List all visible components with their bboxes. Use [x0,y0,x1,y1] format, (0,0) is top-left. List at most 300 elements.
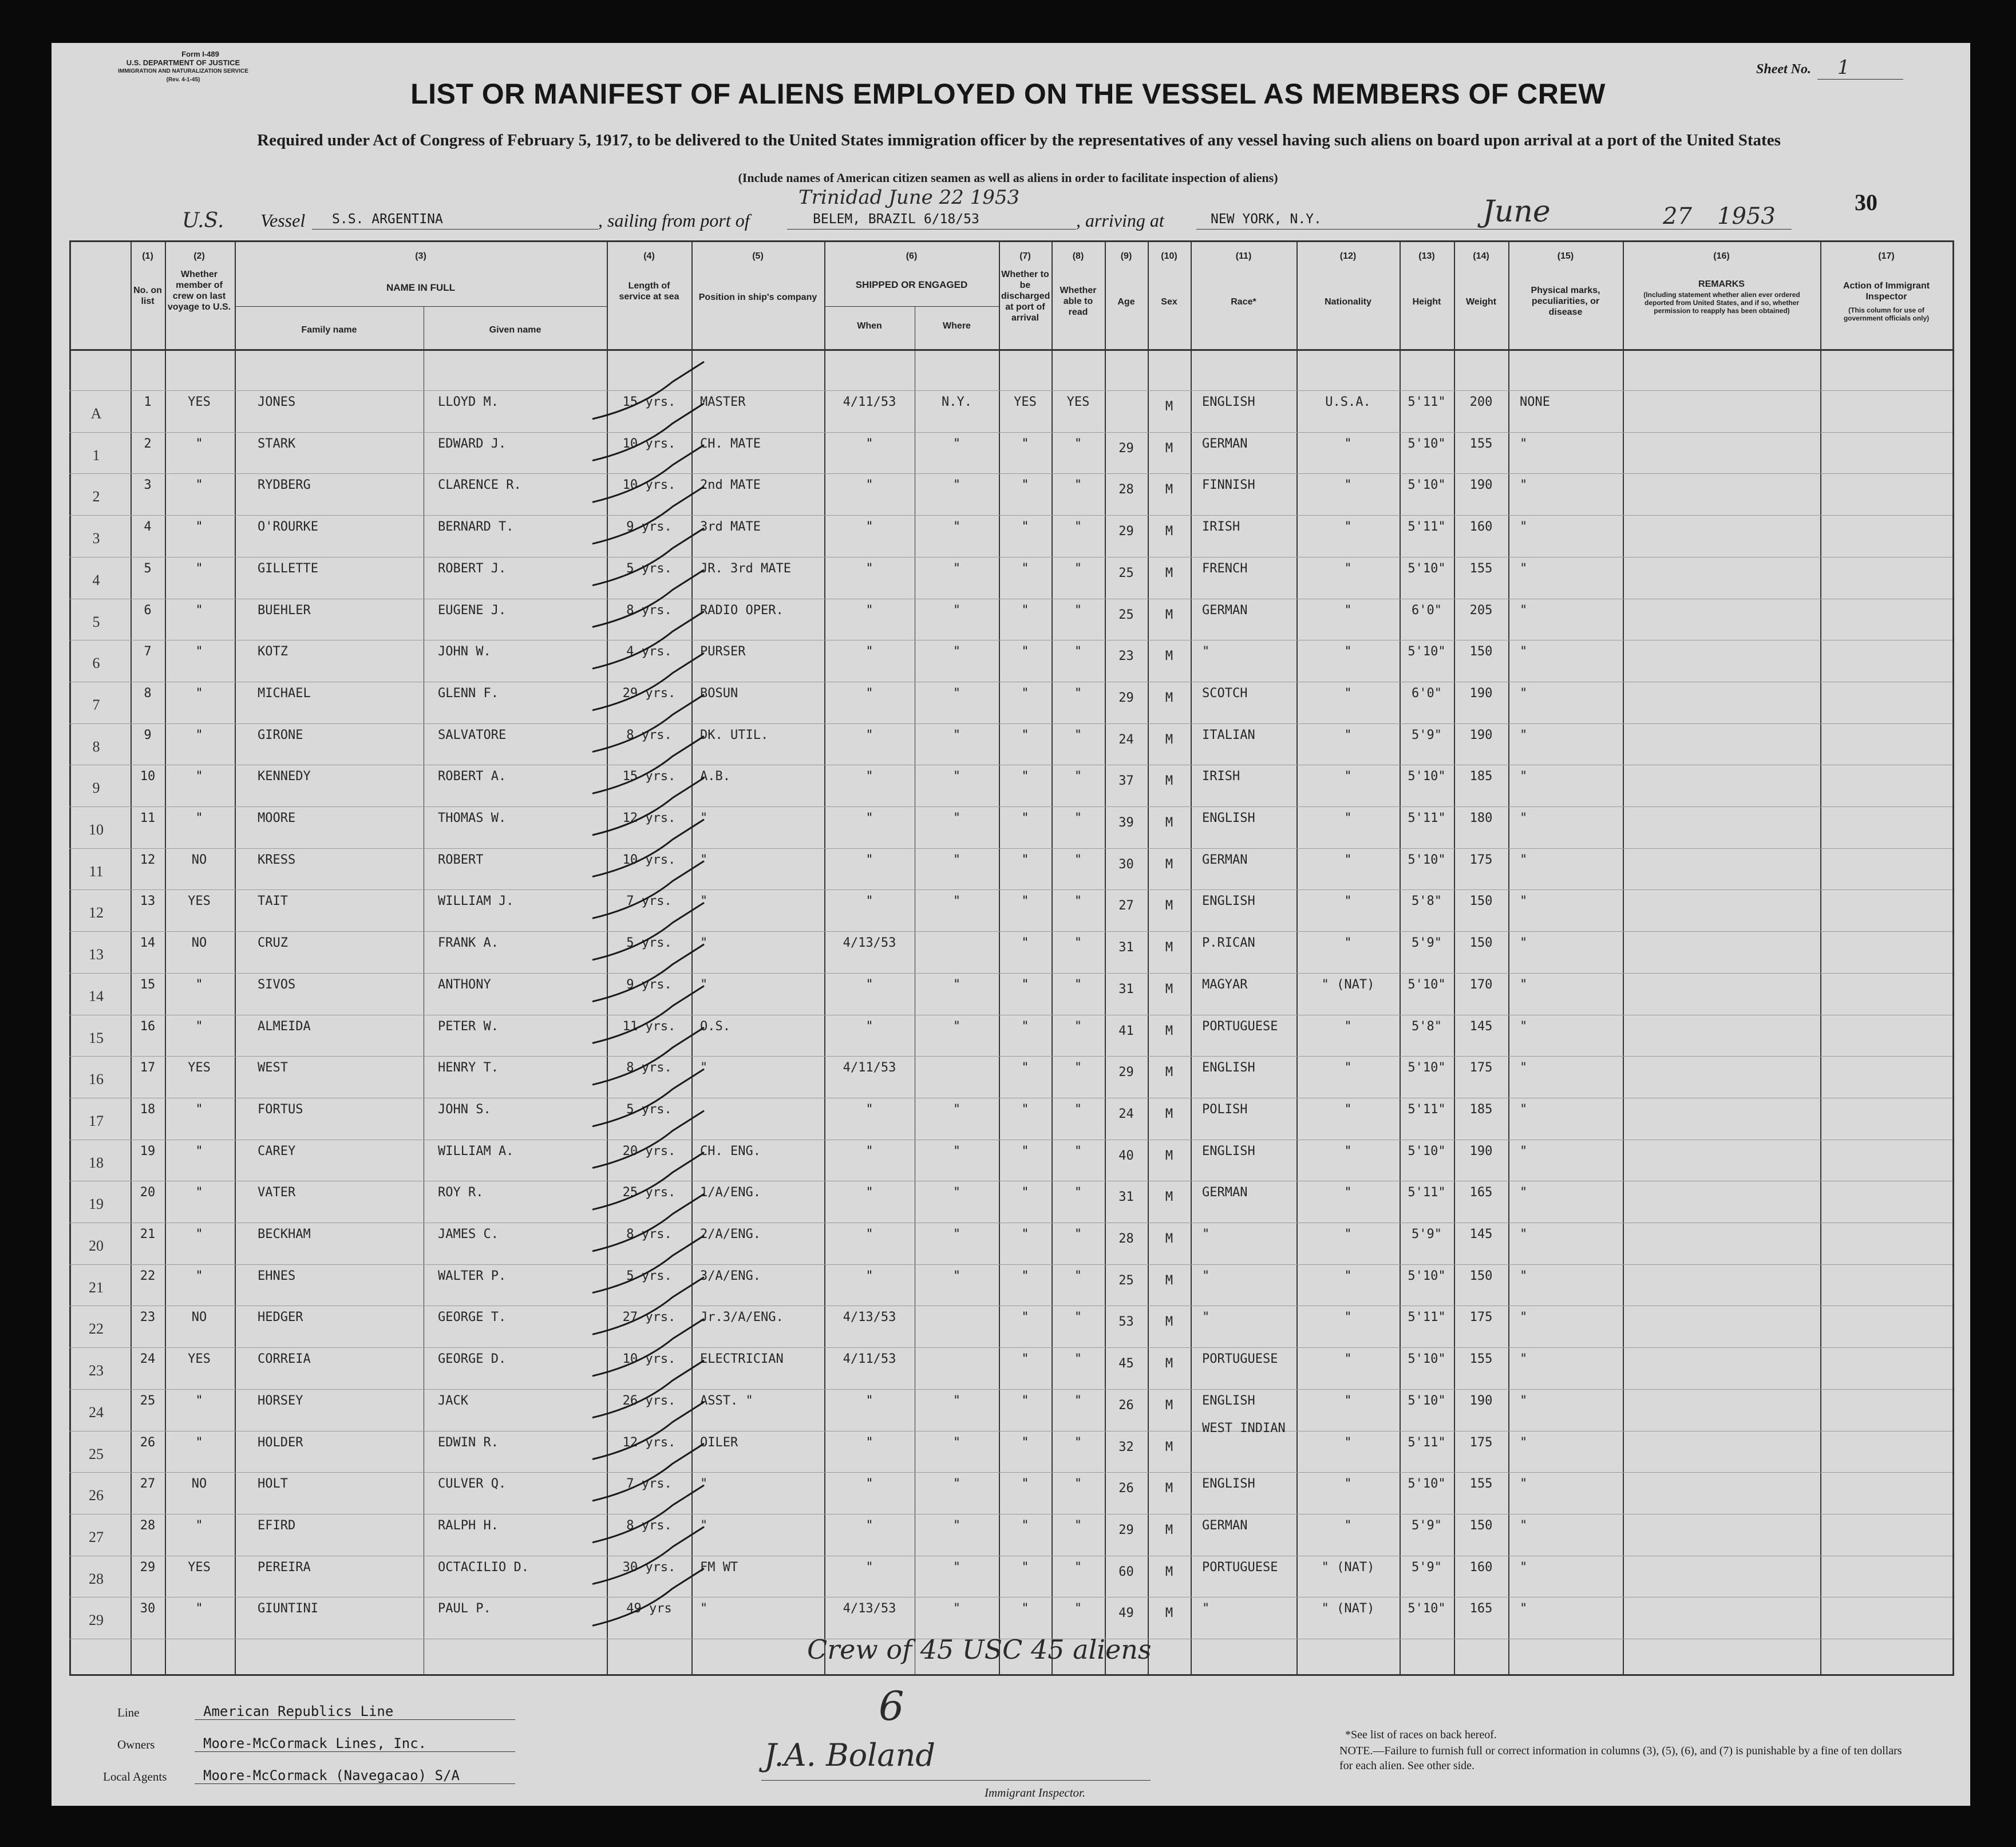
pen-strike [592,1360,704,1418]
cell-age: 23 [1118,649,1134,664]
margin-row-number: 15 [89,1029,104,1046]
cell-given: GLENN F. [438,686,499,701]
cell-family: RYDBERG [258,478,311,493]
cell-no: 5 [144,561,152,576]
cell-where: " [952,561,961,576]
pen-strike [592,1152,704,1209]
cell-marks: " [1520,1601,1528,1616]
cell-no: 10 [140,769,156,784]
cell-family: GIUNTINI [258,1601,318,1616]
cell-nat: " (NAT) [1321,1601,1375,1616]
cell-given: PAUL P. [438,1601,491,1616]
cell-family: MOORE [258,811,296,825]
pen-strike [592,1485,704,1543]
cell-race: PORTUGUESE [1202,1019,1278,1034]
cell-when: " [865,852,873,867]
cell-given: WILLIAM A. [438,1144,514,1158]
margin-row-number: 29 [89,1612,104,1629]
cell-where: " [952,1435,961,1450]
cell-position: O.S. [700,1019,730,1034]
cell-service: 7 yrs. [626,894,672,909]
cell-age: 31 [1118,940,1134,955]
cell-race: " [1202,1227,1210,1241]
vessel-name: S.S. ARGENTINA [332,212,443,227]
pen-strike [592,611,704,669]
col-7-num: (7) [1019,251,1031,261]
col-2-label: Whether member of crew on last voyage to U.S. [167,270,231,312]
cell-when: " [865,520,873,535]
cell-discharged: " [1021,1352,1029,1367]
cell-position: 3rd MATE [700,520,761,535]
margin-row-number: 20 [89,1237,104,1254]
cell-voyage: NO [191,852,207,867]
cell-age: 45 [1118,1356,1134,1371]
cell-read: " [1074,1227,1082,1241]
pen-strike [592,445,704,502]
cell-where: " [952,603,961,618]
cell-height: 5'9" [1412,1518,1442,1533]
margin-row-number: 10 [89,821,104,838]
cell-voyage: YES [188,1061,211,1075]
cell-position: ASST. " [700,1393,753,1408]
cell-when: " [865,644,873,659]
cell-service: 30 yrs. [622,1560,676,1575]
cell-when: 4/13/53 [843,936,896,951]
col-1-label: No. on list [133,286,162,306]
cell-where: " [952,1102,961,1117]
pen-strike [592,1111,704,1168]
vessel-label: Vessel [260,210,306,231]
cell-service: 5 yrs. [626,1268,672,1283]
page-number: 30 [1855,189,1877,215]
cell-read: " [1074,686,1082,701]
cell-family: CRUZ [258,936,288,951]
cell-when: " [865,1518,873,1533]
cell-service: 9 yrs. [626,520,672,535]
arriving-at: NEW YORK, N.Y. [1211,212,1322,227]
cell-nat: " [1344,1227,1352,1241]
margin-row-number: 2 [92,488,100,505]
cell-race: MAGYAR [1202,977,1248,992]
cell-voyage: " [195,561,203,576]
cell-where: " [952,811,961,825]
cell-position: JR. 3rd MATE [700,561,791,576]
cell-given: GEORGE D. [438,1352,507,1367]
cell-when: " [865,1435,873,1450]
pen-strike [592,820,704,877]
cell-no: 6 [144,603,152,618]
cell-where: " [952,436,961,451]
cell-weight: 150 [1469,1518,1493,1533]
cell-given: THOMAS W. [438,811,507,825]
cell-where: " [952,644,961,659]
cell-height: 5'8" [1412,1019,1442,1034]
cell-service: 8 yrs. [626,603,672,618]
cell-read: " [1074,1102,1082,1117]
cell-when: " [865,561,873,576]
col-10-num: (10) [1161,251,1177,261]
cell-where: " [952,977,961,992]
cell-when: " [865,1560,873,1575]
cell-weight: 150 [1469,936,1493,951]
cell-nat: " [1344,686,1352,701]
cell-marks: " [1520,1268,1528,1283]
margin-row-number: 8 [92,738,100,755]
cell-no: 13 [140,894,156,909]
cell-weight: 155 [1469,1477,1493,1492]
cell-age: 27 [1118,899,1134,913]
cell-position: FM WT [700,1560,738,1575]
col-16-num: (16) [1713,251,1730,261]
cell-service: 7 yrs. [626,1477,672,1492]
owners-label: Owners [117,1738,155,1751]
cell-height: 5'10" [1408,436,1446,451]
cell-where: " [952,727,961,742]
cell-discharged: " [1021,1227,1029,1241]
col-3-num: (3) [415,251,426,261]
cell-position: " [700,1477,708,1492]
cell-no: 23 [140,1310,156,1325]
cell-discharged: " [1021,1310,1029,1325]
col-12-num: (12) [1339,251,1357,261]
cell-race: " [1202,1310,1210,1325]
cell-given: RALPH H. [438,1518,499,1533]
pen-strike [592,653,704,710]
col-17-label: Action of Immigrant Inspector [1843,281,1930,302]
cell-no: 25 [140,1393,156,1408]
cell-voyage: " [195,520,203,535]
cell-nat: " [1344,894,1352,909]
margin-row-number: 6 [92,655,100,672]
cell-no: 15 [140,977,156,992]
arrival-day: 27 [1663,203,1692,230]
pen-strike [592,1027,704,1085]
cell-race: ENGLISH [1202,1477,1255,1492]
cell-family: TAIT [258,894,288,909]
cell-height: 5'10" [1408,644,1446,659]
pen-strike [592,1402,704,1460]
cell-weight: 145 [1469,1227,1493,1241]
cell-when: " [865,1102,873,1117]
cell-family: GIRONE [258,727,303,742]
cell-family: CAREY [258,1144,296,1158]
owners-value: Moore-McCormack Lines, Inc. [203,1735,427,1751]
family-name-header: Family name [301,325,357,335]
cell-height: 5'9" [1412,1560,1442,1575]
cell-height: 5'11" [1408,395,1446,409]
cell-marks: " [1520,686,1528,701]
cell-sex: M [1165,1315,1173,1330]
cell-sex: M [1165,1398,1173,1413]
margin-row-number: 23 [89,1362,104,1379]
cell-age: 40 [1118,1148,1134,1163]
cell-service: 11 yrs. [622,1019,676,1034]
cell-discharged: " [1021,727,1029,742]
col-6-label: SHIPPED OR ENGAGED [855,279,968,290]
cell-voyage: " [195,1019,203,1034]
cell-sex: M [1165,1232,1173,1246]
cell-when: " [865,811,873,825]
pen-strike [592,1194,704,1251]
cell-no: 22 [140,1268,156,1283]
cell-family: KENNEDY [258,769,311,784]
cell-nat: " [1344,1185,1352,1200]
cell-when: 4/11/53 [843,1061,896,1075]
cell-read: " [1074,1477,1082,1492]
cell-service: 12 yrs. [622,1435,676,1450]
form-revision: (Rev. 4-1-45) [166,77,200,83]
cell-discharged: " [1021,1144,1029,1158]
cell-read: " [1074,1352,1082,1367]
cell-when: " [865,894,873,909]
cell-nat: " [1344,478,1352,493]
cell-race: ENGLISH [1202,1061,1255,1075]
col-8-num: (8) [1072,251,1084,261]
cell-weight: 190 [1469,686,1493,701]
cell-nat: " [1344,727,1352,742]
cell-nat: " [1344,1310,1352,1325]
cell-no: 2 [144,436,152,451]
cell-discharged: " [1021,1019,1029,1034]
cell-where: " [952,1560,961,1575]
cell-nat: " [1344,1019,1352,1034]
cell-read: " [1074,1518,1082,1533]
cell-given: FRANK A. [438,936,499,951]
cell-discharged: " [1021,936,1029,951]
cell-sex: M [1165,482,1173,497]
cell-where: " [952,1185,961,1200]
cell-read: " [1074,478,1082,493]
margin-row-number: 4 [92,571,100,588]
cell-discharged: " [1021,1268,1029,1283]
cell-marks: " [1520,1061,1528,1075]
cell-position: " [700,811,708,825]
col-15-num: (15) [1557,251,1574,261]
cell-age: 29 [1118,690,1134,705]
cell-discharged: " [1021,1477,1029,1492]
cell-sex: M [1165,816,1173,830]
cell-read: " [1074,1268,1082,1283]
margin-row-number: 12 [89,904,104,921]
cell-no: 3 [144,478,152,493]
cell-family: MICHAEL [258,686,311,701]
cell-height: 6'0" [1412,603,1442,618]
form-number: Form I-489 [181,50,219,58]
cell-marks: " [1520,1477,1528,1492]
cell-where: " [952,894,961,909]
cell-position: 1/A/ENG. [700,1185,761,1200]
cell-race: GERMAN [1202,852,1248,867]
cell-service: 25 yrs. [622,1185,676,1200]
cell-where: " [952,1518,961,1533]
cell-race: PORTUGUESE [1202,1352,1278,1367]
cell-given: WILLIAM J. [438,894,514,909]
cell-height: 5'10" [1408,1477,1446,1492]
cell-position: RADIO OPER. [700,603,784,618]
cell-age: 28 [1118,1232,1134,1246]
margin-row-number: 25 [89,1445,104,1462]
cell-nat: " [1344,644,1352,659]
page-title: LIST OR MANIFEST OF ALIENS EMPLOYED ON THE VESSEL AS MEMBERS OF CREW [410,78,1606,110]
cell-given: JACK [438,1393,468,1408]
pen-strike [592,695,704,752]
cell-voyage: " [195,727,203,742]
cell-nat: " [1344,603,1352,618]
cell-position: 2nd MATE [700,478,761,493]
line-underline [195,1719,515,1720]
col-16-label: REMARKS [1698,279,1745,289]
cell-family: STARK [258,436,296,451]
cell-given: SALVATORE [438,727,507,742]
cell-nat: " [1344,436,1352,451]
margin-row-number: 24 [89,1403,104,1421]
cell-read: " [1074,1144,1082,1158]
margin-row-number: 28 [89,1570,104,1587]
cell-weight: 190 [1469,1144,1493,1158]
cell-height: 5'10" [1408,1061,1446,1075]
cell-service: 49 yrs [626,1601,672,1616]
cell-race: IRISH [1202,520,1240,535]
cell-race: POLISH [1202,1102,1248,1117]
cell-nat: " [1344,1435,1352,1450]
cell-age: 29 [1118,1522,1134,1537]
cell-when: " [865,977,873,992]
cell-height: 5'8" [1412,894,1442,909]
pen-strike [592,861,704,918]
cell-no: 16 [140,1019,156,1034]
margin-row-number: 17 [89,1112,104,1129]
cell-age: 24 [1118,732,1134,747]
inspector-underline [761,1780,1151,1781]
col-8-label: Whether able to read [1060,286,1097,317]
inspector-label: Immigrant Inspector. [985,1786,1086,1799]
cell-weight: 190 [1469,478,1493,493]
race-note: *See list of races on back hereof. [1345,1729,1497,1741]
cell-weight: 160 [1469,1560,1493,1575]
cell-when: " [865,686,873,701]
cell-no: 26 [140,1435,156,1450]
cell-no: 19 [140,1144,156,1158]
cell-no: 17 [140,1061,156,1075]
margin-row-number: 19 [89,1196,104,1213]
cell-marks: " [1520,1352,1528,1367]
cell-marks: " [1520,1227,1528,1241]
cell-discharged: " [1021,894,1029,909]
cell-weight: 180 [1469,811,1493,825]
pen-strike [592,1568,704,1625]
cell-height: 5'10" [1408,852,1446,867]
cell-service: 10 yrs. [622,852,676,867]
cell-voyage: " [195,686,203,701]
cell-no: 28 [140,1518,156,1533]
cell-height: 5'10" [1408,1144,1446,1158]
cell-age: 37 [1118,774,1134,789]
cell-marks: " [1520,811,1528,825]
cell-height: 5'11" [1408,1435,1446,1450]
cell-marks: " [1520,478,1528,493]
col-4-label: Length of service at sea [619,281,679,302]
cell-weight: 200 [1469,395,1493,409]
cell-nat: " (NAT) [1321,1560,1375,1575]
cell-position: BOSUN [700,686,738,701]
col-5-label: Position in ship's company [698,292,817,302]
cell-when: " [865,436,873,451]
arriving-label: , arriving at [1076,210,1164,231]
cell-nat: " [1344,811,1352,825]
cell-sex: M [1165,774,1173,789]
cell-sex: M [1165,857,1173,872]
cell-read: " [1074,436,1082,451]
cell-race: ENGLISH [1202,1144,1255,1158]
cell-nat: " (NAT) [1321,977,1375,992]
cell-given: ROY R. [438,1185,484,1200]
cell-nat: U.S.A. [1325,395,1371,409]
pen-strike [592,1069,704,1126]
cell-family: PEREIRA [258,1560,311,1575]
cell-sex: M [1165,1439,1173,1454]
cell-position: " [700,977,708,992]
cell-nat: " [1344,1352,1352,1367]
margin-row-number: A [90,405,102,422]
col-15-label: Physical marks, peculiarities, or disease [1531,286,1600,317]
cell-age: 25 [1118,1273,1134,1288]
cell-nat: " [1344,936,1352,951]
vessel-prefix: U.S. [182,209,224,232]
where-header: Where [943,321,971,331]
cell-marks: " [1520,1185,1528,1200]
cell-nat: " [1344,1268,1352,1283]
margin-row-number: 22 [89,1320,104,1338]
cell-age: 49 [1118,1606,1134,1621]
cell-discharged: " [1021,977,1029,992]
cell-voyage: YES [188,395,211,409]
cell-no: 12 [140,852,156,867]
cell-family: VATER [258,1185,296,1200]
cell-given: EDWIN R. [438,1435,499,1450]
cell-where: N.Y. [942,395,972,409]
cell-when: 4/13/53 [843,1601,896,1616]
col-5-num: (5) [752,251,764,261]
cell-sex: M [1165,1106,1173,1121]
margin-row-number: 11 [89,863,104,880]
cell-given: LLOYD M. [438,395,499,409]
cell-age: 24 [1118,1106,1134,1121]
cell-race: " [1202,644,1210,659]
cell-no: 8 [144,686,152,701]
cell-no: 7 [144,644,152,659]
cell-family: HOLDER [258,1435,303,1450]
pen-strike [592,1236,704,1293]
include-note: (Include names of American citizen seamen as well as aliens in order to facilitate inspection of aliens) [738,171,1278,185]
cell-family: SIVOS [258,977,296,992]
cell-height: 6'0" [1412,686,1442,701]
cell-marks: " [1520,520,1528,535]
cell-height: 5'9" [1412,936,1442,951]
cell-where: " [952,1268,961,1283]
cell-age: 28 [1118,482,1134,497]
cell-where: " [952,1019,961,1034]
cell-race: ITALIAN [1202,727,1255,742]
cell-when: " [865,769,873,784]
cell-voyage: " [195,1601,203,1616]
cell-given: WALTER P. [438,1268,507,1283]
cell-race: GERMAN [1202,436,1248,451]
cell-voyage: " [195,811,203,825]
penalty-note: NOTE.—Failure to furnish full or correct information in columns (3), (5), (6), and (7) is punishable by a fine of ten dollars for each alien. See other side. [1339,1745,1902,1772]
cell-read: " [1074,1601,1082,1616]
cell-age: 53 [1118,1315,1134,1330]
cell-discharged: " [1021,561,1029,576]
